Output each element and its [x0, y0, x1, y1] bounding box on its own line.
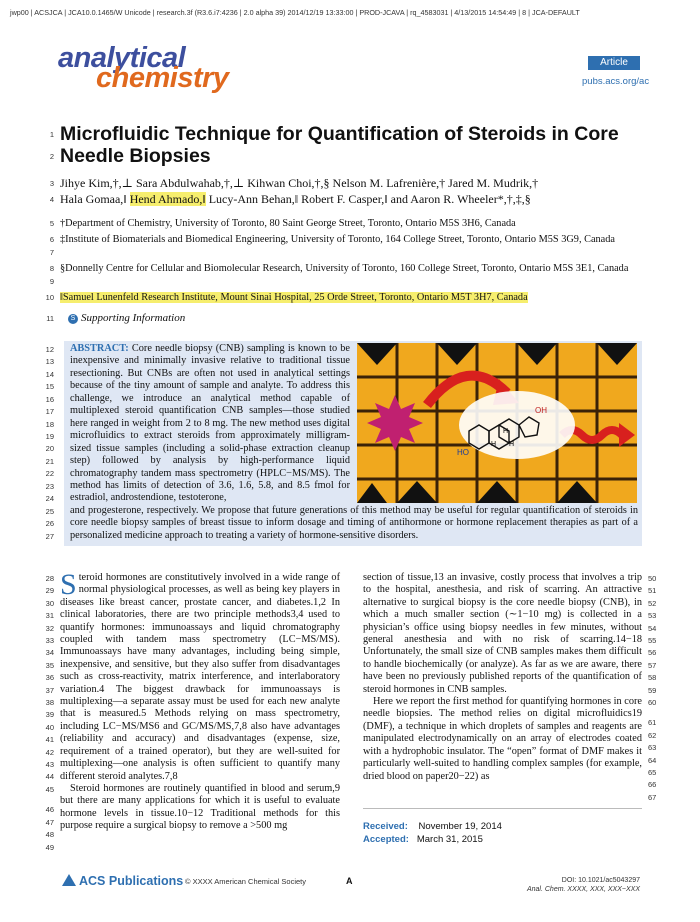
line-number: 10	[45, 293, 54, 302]
molecule-label-h: H	[509, 441, 515, 448]
supporting-information-link[interactable]	[68, 312, 185, 324]
line-number: 65	[648, 768, 657, 777]
affiliation-highlight: ‖Samuel Lunenfeld Research Institute, Mount Sinai Hospital, 25 Orde Street, Toronto, Ontario M5T 3H7, Canada	[60, 292, 528, 303]
author-name: Lucy-Ann Behan,‖ Robert F. Casper,‖ and Aaron R. Wheeler*,†,‡,§	[205, 192, 531, 206]
journal-logo-chemistry: chemistry	[96, 62, 229, 94]
line-number: 30	[45, 599, 54, 608]
affiliation: †Department of Chemistry, University of Toronto, 80 Saint George Street, Toronto, Ontario M5S 3H6, Canada	[60, 218, 516, 229]
line-number: 58	[648, 673, 657, 682]
line-number: 40	[45, 723, 54, 732]
line-number: 61	[648, 718, 657, 727]
molecule-label-oh: OH	[535, 406, 547, 415]
affiliation: ‡Institute of Biomaterials and Biomedical Engineering, University of Toronto, 164 College Street, Toronto, Ontario M5S 3G9, Canada	[60, 234, 615, 245]
line-number: 46	[45, 805, 54, 814]
line-number: 13	[45, 357, 54, 366]
line-number: 33	[45, 636, 54, 645]
line-number: 51	[648, 586, 657, 595]
line-number: 16	[45, 395, 54, 404]
line-number: 63	[648, 743, 657, 752]
paragraph-text: teroid hormones are constitutively involved in a wide range of normal physiological processes, as well as being key players in diseases like breast cancer, prostate cancer, and diabetes.1,2 In clinical laboratories, there are two principle methods3,4 used to quantify hormones: immunoassays and liquid chromatography coupled with tandem mass spectrometry (LC−MS/MS). Immunoassays have many advantages, including being simple, inexpensive, and sensitive, but they also suffer from disadvantages such as cross-reactivity, matrix interference, and interlaboratory variation.4 The biggest drawback for immunoassays is multiplexing—a separate assay must be used for each new analyte that is measured.5 Methods relying on mass spectrometry, including LC−MS/MS6 and GC/MS/MS,7,8 also have advantages (reliability and accuracy) and disadvantages (expense, size, requirement of a trained operator), but they are well-suited for multiplexing—one analysis is often sufficient to quantify many different steroid analytes.7,8	[60, 572, 340, 782]
journal-logo-analytical: analytical	[58, 42, 186, 74]
line-number: 12	[45, 345, 54, 354]
affiliation-highlighted	[60, 291, 640, 304]
line-number: 34	[45, 648, 54, 657]
line-number: 66	[648, 780, 657, 789]
line-number: 7	[49, 248, 54, 257]
line-number: 37	[45, 686, 54, 695]
line-number: 48	[45, 830, 54, 839]
line-number: 11	[46, 314, 54, 323]
line-number: 56	[648, 648, 657, 657]
acs-logo-icon	[62, 874, 76, 886]
line-number: 67	[648, 793, 657, 802]
line-number: 42	[45, 748, 54, 757]
dates-divider	[363, 808, 642, 809]
line-number: 49	[45, 843, 54, 852]
author-name: Hala Gomaa,‖	[60, 192, 130, 206]
line-number: 31	[45, 611, 54, 620]
line-number: 35	[45, 661, 54, 670]
doi: DOI: 10.1021/ac5043297	[561, 877, 640, 884]
highlighted-author: Hend Ahmado,‖	[129, 192, 206, 206]
drop-cap: S	[60, 568, 77, 601]
line-number: 19	[45, 432, 54, 441]
line-number: 59	[648, 686, 657, 695]
acs-publications-logo	[62, 874, 183, 888]
abstract-continued: and progesterone, respectively. We propose that future generations of this method may be useful for regular quantification of steroids in core needle biopsy samples of breast tissue to inform dosage and timing of antihormone or hormone replacement therapies as part of a personalized medicine approach to treating a variety of hormone-sensitive disorders.	[70, 505, 638, 541]
line-number: 25	[45, 507, 54, 516]
article-title: Microfluidic Technique for Quantification of Steroids in Core Needle Biopsies	[60, 123, 619, 167]
line-number: 55	[648, 636, 657, 645]
received-label: Received:	[363, 821, 408, 832]
line-number: 62	[648, 731, 657, 740]
line-number: 6	[49, 235, 54, 244]
body-column-left	[60, 568, 340, 833]
line-number: 5	[49, 219, 54, 228]
line-number: 64	[648, 756, 657, 765]
line-number: 60	[648, 698, 657, 707]
line-number: 38	[45, 698, 54, 707]
line-number: 43	[45, 760, 54, 769]
line-number: 1	[49, 130, 54, 139]
line-number: 22	[45, 469, 54, 478]
line-number: 3	[49, 179, 54, 188]
line-number: 54	[648, 624, 657, 633]
author-line-1: Jihye Kim,†,⊥ Sara Abdulwahab,†,⊥ Kihwan Choi,†,§ Nelson M. Lafrenière,† Jared M. Mudrik,†	[60, 176, 539, 190]
molecule-label-h: H	[503, 428, 509, 435]
article-dates	[363, 820, 502, 846]
tissue-sample-star	[367, 395, 423, 451]
line-number: 27	[45, 532, 54, 541]
line-number: 18	[45, 420, 54, 429]
abstract-label: ABSTRACT:	[70, 343, 129, 354]
line-number: 57	[648, 661, 657, 670]
page-number: A	[346, 876, 353, 886]
accepted-date: March 31, 2015	[416, 834, 483, 845]
line-number: 45	[45, 785, 54, 794]
line-number: 26	[45, 519, 54, 528]
received-date: November 19, 2014	[418, 821, 502, 832]
toc-graphic	[357, 343, 637, 503]
accepted-label: Accepted:	[363, 834, 409, 845]
article-type-badge: Article	[588, 56, 640, 70]
affiliation: §Donnelly Centre for Cellular and Biomolecular Research, University of Toronto, 160 College Street, Toronto, Ontario M5S 3E1, Canada	[60, 263, 629, 274]
abstract-text	[70, 343, 350, 505]
paragraph: section of tissue,13 an invasive, costly process that involves a trip to the hospital, anesthesia, and risk of scarring. An attractive alternative to surgical biopsy is the core needle biopsy (CNB), in which a much smaller section (∼1−10 mg) is collected in a physician’s office using biopsy needles in few minutes, without general anesthesia and with no risk of scarring.14−18 Unfortunately, the small size of CNB samples makes them difficult to handle biochemically (or analyze). As far as we are aware, there have been no previously published reports of the quantification of steroid hormones in CNB samples.	[363, 572, 642, 695]
paragraph: Here we report the first method for quantifying hormones in core needle biopsies. The method relies on digital microfluidics19 (DMF), a technique in which droplets of samples and reagents are manipulated electrodynamically on an array of electrodes coated with a hydrophobic insulator. The “open” format of DMF makes it particularly well-suited to handling complex samples (for example, dried blood on paper20−22) as	[363, 696, 642, 782]
line-number: 50	[648, 574, 657, 583]
journal-url-link[interactable]: pubs.acs.org/ac	[582, 76, 650, 87]
line-number: 20	[45, 444, 54, 453]
line-number: 2	[49, 152, 54, 161]
line-number: 23	[45, 482, 54, 491]
acs-publications-label: ACS Publications	[79, 874, 184, 888]
line-number: 14	[45, 370, 54, 379]
abstract-body: Core needle biopsy (CNB) sampling is known to be inexpensive and minimally invasive relative to traditional tissue resectioning. But CNBs are often not used in analytical settings because of the tiny amount of sample and analyte. To address this challenge, we introduce an analytical method capable of multiplexed steroid quantification CNB samples—those studied here ranged in weight from 2 to 8 mg. The new method uses digital microfluidics to extract steroids from approximately milligram-sized tissue samples (including a solid-phase extraction cleanup step) followed by analysis by high-performance liquid chromatography tandem mass spectrometry (HPLC−MS/MS). The method has limits of detection of 3.6, 1.6, 5.8, and 8.5 fmol for estradiol, androstendione, testoterone,	[70, 343, 350, 504]
line-number: 21	[45, 457, 54, 466]
citation: Anal. Chem. XXXX, XXX, XXX−XXX	[526, 886, 640, 893]
line-number: 28	[45, 574, 54, 583]
production-header: jwp00 | ACSJCA | JCA10.0.1465/W Unicode | research.3f (R3.6.i7:4236 | 2.0 alpha 39) 2014/12/19 13:33:00 | PROD-JCAVA | rq_4583031 | 4/13/2015 14:54:49 | 8 | JCA-DEFAULT	[10, 8, 580, 17]
line-number: 39	[45, 710, 54, 719]
toc-graphic-svg	[357, 343, 637, 503]
received-row	[363, 820, 502, 833]
line-number: 9	[49, 277, 54, 286]
body-column-right	[363, 572, 642, 783]
line-number: 53	[648, 611, 657, 620]
line-number: 41	[45, 735, 54, 744]
author-line-2	[60, 192, 531, 206]
line-number: 47	[45, 818, 54, 827]
line-number: 17	[45, 407, 54, 416]
line-number: 15	[45, 382, 54, 391]
molecule-label-h: H	[491, 441, 497, 448]
paragraph	[60, 568, 340, 783]
copyright: © XXXX American Chemical Society	[185, 877, 306, 886]
line-number: 4	[49, 195, 54, 204]
line-number: 29	[45, 586, 54, 595]
line-number: 8	[49, 264, 54, 273]
line-number: 36	[45, 673, 54, 682]
paragraph: Steroid hormones are routinely quantified in blood and serum,9 but there are many applications for which it is useful to evaluate hormone levels in tissue.10−12 Traditional methods for this purpose require a surgical biopsy to remove a >500 mg	[60, 782, 340, 832]
line-number: 52	[648, 599, 657, 608]
supporting-label: Supporting Information	[81, 312, 186, 324]
accepted-row	[363, 833, 502, 846]
line-number: 44	[45, 772, 54, 781]
line-number: 24	[45, 494, 54, 503]
line-number: 32	[45, 624, 54, 633]
doi-citation	[520, 876, 640, 894]
supporting-info-icon: S	[68, 314, 78, 324]
molecule-label-ho: HO	[457, 448, 469, 457]
